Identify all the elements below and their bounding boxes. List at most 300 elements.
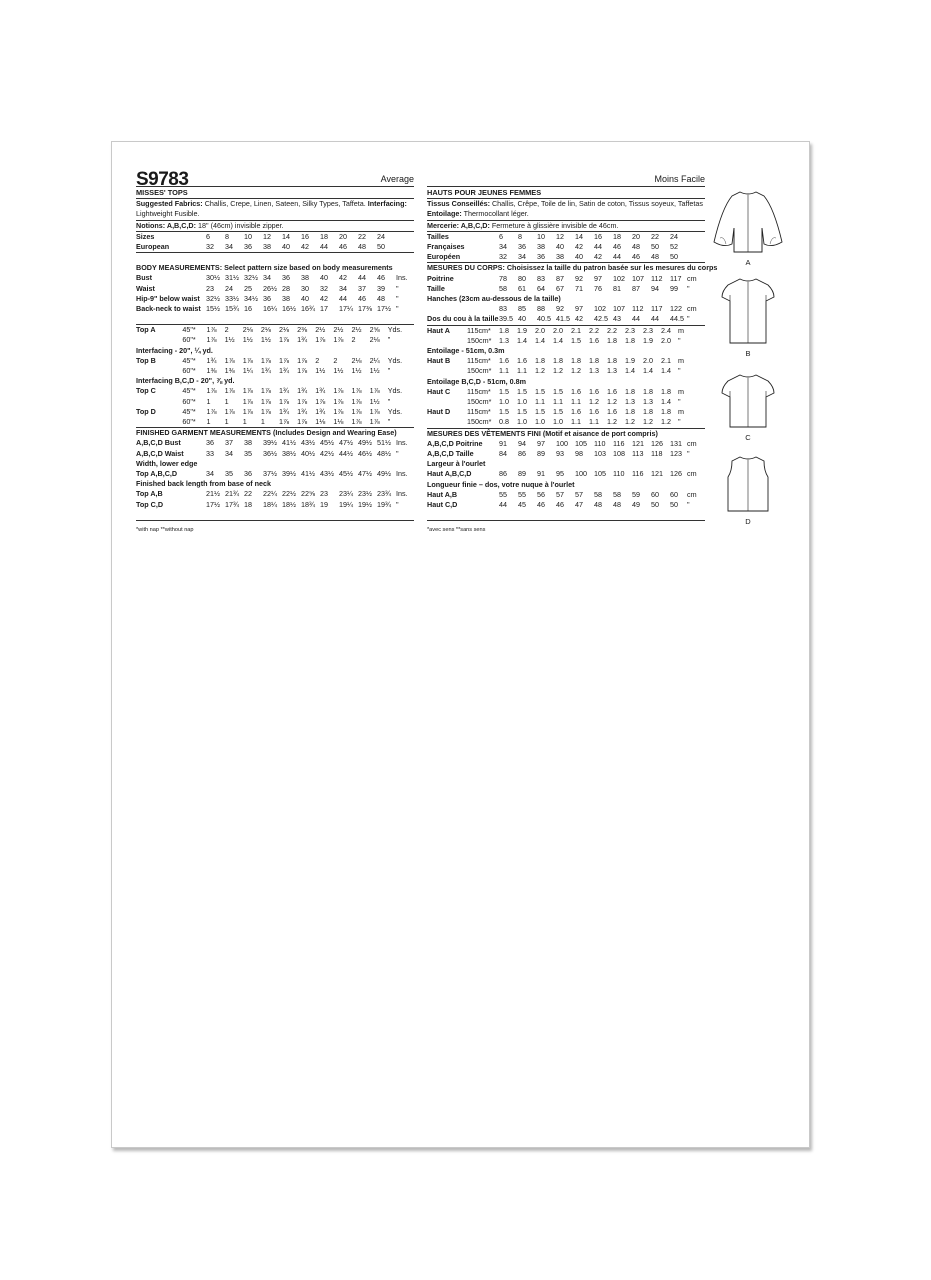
table-cell: " <box>396 283 399 293</box>
table-cell: 86 <box>499 469 507 479</box>
table-cell: 8 <box>518 231 522 241</box>
table-row <box>427 314 705 325</box>
table-cell: 19¾ <box>377 499 391 509</box>
interfacing-text: Lightweight Fusible. <box>136 209 200 219</box>
table-cell: 24 <box>225 283 233 293</box>
table-cell: 1⅞ <box>369 386 380 396</box>
table-cell: " <box>396 304 399 314</box>
table-cell: 2 <box>333 355 338 365</box>
table-cell: 44½ <box>339 448 353 458</box>
table-cell: 10 <box>244 231 252 241</box>
row-label: Top D <box>136 406 156 416</box>
table-cell: 44 <box>651 314 659 324</box>
french-header <box>427 164 705 187</box>
table-cell: 49 <box>632 500 640 510</box>
table-cell: 46 <box>537 500 545 510</box>
table-cell: 1.8 <box>643 386 653 396</box>
interfacing-label: Interfacing: <box>367 199 407 209</box>
row-label: Width, lower edge <box>136 458 198 468</box>
table-cell <box>687 242 705 252</box>
table-cell: 46 <box>339 242 347 252</box>
table-cell: 61 <box>518 283 526 293</box>
table-cell: 59 <box>632 489 640 499</box>
table-row <box>136 273 414 283</box>
table-cell: 1.4 <box>517 335 527 345</box>
row-label: Françaises <box>427 242 465 252</box>
table-cell: 45½ <box>339 469 353 479</box>
table-cell: 2⅛ <box>369 335 380 345</box>
table-cell: 1 <box>260 417 265 427</box>
table-cell: 1⅞ <box>333 406 344 416</box>
table-cell: 100 <box>556 438 568 448</box>
row-label: Back-neck to waist <box>136 304 201 314</box>
table-cell: 16¾ <box>301 304 315 314</box>
table-cell: 2.4 <box>661 325 671 335</box>
table-cell: 1⅞ <box>224 355 235 365</box>
row-label: Finished back length from base of neck <box>136 479 271 489</box>
row-label: Interfacing - 20", ¼ yd. <box>136 345 213 355</box>
row-label <box>136 397 182 407</box>
finished-measurements-table <box>136 438 414 509</box>
table-cell: 110 <box>594 438 606 448</box>
table-cell: " <box>396 499 399 509</box>
view-d <box>708 453 788 533</box>
table-cell: m <box>678 386 684 396</box>
table-cell: 55 <box>518 489 526 499</box>
table-cell: 47½ <box>339 438 353 448</box>
table-row <box>427 252 705 263</box>
table-cell: 1.2 <box>589 397 599 407</box>
table-cell: 1⅞ <box>224 386 235 396</box>
table-cell: 58 <box>594 489 602 499</box>
table-cell: 38 <box>556 252 564 262</box>
table-cell: 86 <box>518 449 526 459</box>
body-measurements-table <box>136 273 414 314</box>
table-cell: 46 <box>632 252 640 262</box>
table-cell: 1.8 <box>625 386 635 396</box>
table-row <box>136 335 414 345</box>
table-cell: 1⅞ <box>206 406 217 416</box>
table-cell: 33 <box>206 448 214 458</box>
table-cell: 50 <box>651 500 659 510</box>
table-cell: 115cm* <box>467 325 491 335</box>
table-cell: 1⅞ <box>369 406 380 416</box>
table-cell: 40 <box>556 242 564 252</box>
table-cell: 40 <box>301 293 309 303</box>
table-cell: 1⅞ <box>315 335 326 345</box>
table-cell: 1.6 <box>607 407 617 417</box>
table-cell: 115cm* <box>467 356 491 366</box>
table-cell: " <box>687 500 690 510</box>
table-row <box>136 304 414 314</box>
table-cell: 115cm* <box>467 386 491 396</box>
table-cell: 34½ <box>244 293 258 303</box>
table-cell: 1 <box>206 417 211 427</box>
table-cell: 23 <box>320 489 328 499</box>
table-cell: 1⅞ <box>315 396 326 406</box>
table-cell: 22 <box>651 231 659 241</box>
table-cell: 112 <box>632 304 644 314</box>
table-cell: 97 <box>594 273 602 283</box>
table-cell: Yds. <box>387 406 403 416</box>
table-row <box>427 480 705 490</box>
table-row <box>427 366 705 376</box>
row-label: A,B,C,D Taille <box>427 449 474 459</box>
table-cell: 1.4 <box>661 366 671 376</box>
sleeveless-top-back-icon <box>720 453 776 515</box>
nap-footnote: *with nap **without nap <box>136 520 414 535</box>
table-cell: 115cm* <box>467 407 491 417</box>
table-cell: 110 <box>613 469 625 479</box>
table-row <box>427 356 705 366</box>
table-cell: 22 <box>358 231 366 241</box>
table-row <box>136 294 414 304</box>
table-cell: 36½ <box>263 448 277 458</box>
table-cell: 1.5 <box>535 407 545 417</box>
table-cell: 42 <box>339 273 347 283</box>
table-cell: 2⅛ <box>279 325 289 335</box>
table-cell: 126 <box>670 469 682 479</box>
table-cell: 117 <box>670 273 682 283</box>
table-cell: 89 <box>537 449 545 459</box>
table-row <box>136 325 414 335</box>
row-label: Top A,B,C,D <box>136 469 178 479</box>
table-row <box>427 232 705 242</box>
table-cell: 1⅞ <box>279 355 289 365</box>
table-cell: 16½ <box>282 304 296 314</box>
table-cell: 2⅜ <box>297 325 308 335</box>
table-cell: 48 <box>377 293 385 303</box>
table-cell: 35 <box>244 448 252 458</box>
table-cell: 34 <box>263 273 271 283</box>
table-cell: 1½ <box>369 396 380 406</box>
finished-measurements-title-fr: MESURES DES VÊTEMENTS FINI (Motif et aisance de port compris) <box>427 428 658 438</box>
table-cell: 1⅞ <box>206 335 217 345</box>
table-cell: 91 <box>499 438 507 448</box>
table-cell: 45"* <box>182 325 196 335</box>
interfacing-text-fr: Thermocollant léger. <box>463 209 529 219</box>
table-cell: 1¼ <box>242 366 253 376</box>
notions-text: 18" (46cm) invisible zipper. <box>198 220 284 230</box>
table-cell: 17 <box>320 304 328 314</box>
table-cell: 1.0 <box>517 397 527 407</box>
table-cell: 1.0 <box>517 417 527 427</box>
table-cell: 24 <box>377 231 385 241</box>
table-cell: 108 <box>613 449 625 459</box>
table-cell: 84 <box>499 449 507 459</box>
table-row <box>427 417 705 428</box>
table-cell: 1.8 <box>661 407 671 417</box>
table-cell: 15½ <box>206 304 220 314</box>
table-cell: 55 <box>499 489 507 499</box>
row-label: Longueur finie – dos, votre nuque à l'ourlet <box>427 479 575 489</box>
table-cell: 48½ <box>377 448 391 458</box>
table-cell: 1.4 <box>553 335 563 345</box>
table-cell: 38 <box>244 438 252 448</box>
table-cell: 60"* <box>182 366 196 376</box>
table-row <box>136 500 414 510</box>
table-cell: 2⅝ <box>369 325 380 335</box>
table-cell: " <box>396 448 399 458</box>
table-row <box>136 469 414 479</box>
table-cell: 17½ <box>377 304 391 314</box>
view-label: B <box>745 349 751 358</box>
table-cell: 45"* <box>182 355 196 365</box>
table-cell: cm <box>687 273 697 283</box>
table-cell: 1.5 <box>499 407 509 417</box>
table-cell: 102 <box>594 304 606 314</box>
table-cell: 78 <box>499 273 507 283</box>
table-cell: 33½ <box>225 293 239 303</box>
table-cell: 1⅞ <box>279 335 289 345</box>
difficulty-level: Average <box>380 173 414 184</box>
cap-sleeve-short-top-back-icon <box>718 371 778 431</box>
row-label <box>136 335 182 345</box>
table-cell: 17⅜ <box>358 304 372 314</box>
fabrics-text-fr: Challis, Crêpe, Toile de lin, Satin de coton, Tissus soyeux, Taffetas <box>491 199 703 209</box>
table-row <box>136 438 414 448</box>
fabrics-label-fr: Tissus Conseillés: <box>427 199 490 209</box>
table-cell: 6 <box>499 231 503 241</box>
table-cell: 123 <box>670 449 682 459</box>
table-cell: 1.0 <box>499 397 509 407</box>
table-cell: " <box>678 335 681 345</box>
table-cell: 107 <box>613 304 625 314</box>
table-cell: 16 <box>594 231 602 241</box>
table-row <box>136 397 414 407</box>
table-cell: 1.6 <box>499 356 509 366</box>
table-cell: 41½ <box>301 469 315 479</box>
table-cell: 38 <box>301 273 309 283</box>
notions-block-fr <box>427 221 705 232</box>
row-label: Poitrine <box>427 273 454 283</box>
table-cell: 1.6 <box>589 386 599 396</box>
table-cell: 1⅜ <box>224 366 235 376</box>
table-cell: 23½ <box>358 489 372 499</box>
table-cell: Ins. <box>396 489 408 499</box>
table-cell: 40 <box>282 242 290 252</box>
table-cell: 97 <box>575 304 583 314</box>
table-cell: 98 <box>575 449 583 459</box>
table-row <box>427 449 705 459</box>
table-cell: 1.3 <box>499 335 509 345</box>
table-cell: Ins. <box>396 469 408 479</box>
view-label: C <box>745 433 751 442</box>
table-cell: 1⅞ <box>279 396 289 406</box>
table-cell: 113 <box>632 449 644 459</box>
table-cell: 2.2 <box>607 325 617 335</box>
table-cell: 25 <box>244 283 252 293</box>
table-cell: 22 <box>244 489 252 499</box>
table-cell: 1⅞ <box>333 335 344 345</box>
table-cell: 36 <box>244 242 252 252</box>
table-cell: 18 <box>613 231 621 241</box>
table-row <box>427 284 705 294</box>
table-cell: 1.9 <box>625 356 635 366</box>
row-label: Largeur à l'ourlet <box>427 459 486 469</box>
row-label: A,B,C,D Bust <box>136 438 181 448</box>
table-cell: " <box>387 335 391 345</box>
table-cell: 1⅞ <box>206 386 217 396</box>
table-cell: 1⅞ <box>242 406 253 416</box>
table-cell: 45"* <box>182 406 196 416</box>
table-cell: 60 <box>651 489 659 499</box>
table-cell: 36 <box>244 469 252 479</box>
table-cell: 1⅞ <box>351 396 362 406</box>
table-cell: 1.5 <box>517 407 527 417</box>
table-cell: 1⅛ <box>315 417 326 427</box>
table-cell: 1½ <box>369 366 380 376</box>
table-cell: 17½ <box>206 499 220 509</box>
table-cell: 1 <box>242 417 247 427</box>
table-row <box>136 407 414 417</box>
table-cell: 2.0 <box>661 335 671 345</box>
table-cell: 46 <box>358 293 366 303</box>
table-cell: 34 <box>339 283 347 293</box>
table-cell: 32½ <box>244 273 258 283</box>
garment-title-fr: HAUTS POUR JEUNES FEMMES <box>427 187 705 199</box>
table-cell: " <box>387 417 391 427</box>
row-label: Haut D <box>427 407 451 417</box>
table-cell: 1.5 <box>553 386 563 396</box>
row-label: Tailles <box>427 231 449 241</box>
table-row <box>427 294 705 304</box>
table-cell: 1.9 <box>517 325 527 335</box>
table-cell: 36 <box>206 438 214 448</box>
body-measurements-table-fr <box>427 274 705 326</box>
finished-measurements-table-fr <box>427 439 705 510</box>
table-cell: 1.6 <box>589 335 599 345</box>
table-cell: 22½ <box>282 489 296 499</box>
table-cell: 46½ <box>358 448 372 458</box>
row-label: Waist <box>136 283 155 293</box>
table-cell: 1.8 <box>661 386 671 396</box>
table-cell: 1.1 <box>553 397 563 407</box>
table-cell: 36 <box>263 293 271 303</box>
table-cell: " <box>678 366 681 376</box>
table-cell: 97 <box>537 438 545 448</box>
table-cell: 50 <box>651 242 659 252</box>
table-cell: 1⅜ <box>206 366 217 376</box>
table-row <box>427 377 705 387</box>
table-row <box>427 407 705 417</box>
table-cell: 1.3 <box>607 366 617 376</box>
table-cell: Yds. <box>387 325 403 335</box>
table-cell: 43½ <box>301 438 315 448</box>
table-cell: 131 <box>670 438 682 448</box>
table-cell: 23 <box>206 283 214 293</box>
table-cell: 88 <box>537 304 545 314</box>
table-cell: 1⅞ <box>224 406 235 416</box>
table-cell: 31½ <box>225 273 239 283</box>
table-cell: 2⅛ <box>260 325 271 335</box>
table-cell: 19½ <box>358 499 372 509</box>
table-cell: 48 <box>613 500 621 510</box>
table-cell: 16 <box>244 304 252 314</box>
table-cell: 24 <box>670 231 678 241</box>
table-cell: 45"* <box>182 386 196 396</box>
table-cell: 1½ <box>260 335 271 345</box>
table-cell: 1.2 <box>553 366 563 376</box>
table-cell: 48 <box>651 252 659 262</box>
table-cell <box>396 242 414 253</box>
table-cell: 150cm* <box>467 366 492 376</box>
table-cell: 121 <box>632 438 644 448</box>
table-cell: 44 <box>320 242 328 252</box>
table-cell: 122 <box>670 304 682 314</box>
view-label: A <box>745 258 751 267</box>
table-cell: 1.1 <box>517 366 527 376</box>
table-cell: " <box>687 283 690 293</box>
table-cell: 20 <box>632 231 640 241</box>
table-cell: 14 <box>282 231 290 241</box>
table-cell: 50 <box>377 242 385 252</box>
table-cell: 56 <box>537 489 545 499</box>
table-row <box>136 366 414 376</box>
table-cell: 50 <box>670 252 678 262</box>
row-label: Haut B <box>427 356 451 366</box>
table-cell: 18¾ <box>301 499 315 509</box>
view-b <box>708 275 788 367</box>
table-cell: 1¾ <box>315 386 326 396</box>
table-cell: 46 <box>613 242 621 252</box>
table-cell: " <box>678 417 681 427</box>
table-cell: " <box>396 293 399 303</box>
view-sketches <box>708 188 788 533</box>
table-cell: 30½ <box>206 273 220 283</box>
fabrics-block-fr <box>427 199 705 220</box>
row-label: Européen <box>427 252 461 262</box>
table-cell: 18 <box>244 499 252 509</box>
table-cell: 1.5 <box>571 335 581 345</box>
table-cell: 40 <box>575 252 583 262</box>
row-label: Top C,D <box>136 499 164 509</box>
table-cell: 44 <box>339 293 347 303</box>
table-cell: 17¾ <box>225 499 239 509</box>
table-cell: 20 <box>339 231 347 241</box>
table-cell: 1⅞ <box>242 386 253 396</box>
table-cell: 15¾ <box>225 304 239 314</box>
table-cell: 2½ <box>351 325 362 335</box>
table-cell: 1½ <box>315 366 326 376</box>
table-cell: 18½ <box>282 499 296 509</box>
fabrics-label: Suggested Fabrics: <box>136 199 203 209</box>
table-cell: 2.1 <box>661 356 671 366</box>
table-row <box>136 417 414 428</box>
english-column <box>136 142 414 535</box>
table-cell: 39.5 <box>499 314 513 324</box>
table-cell <box>396 232 414 242</box>
table-cell: 1⅞ <box>242 396 253 406</box>
table-cell: 18 <box>320 231 328 241</box>
table-cell: 1¾ <box>260 366 271 376</box>
table-cell: " <box>387 366 391 376</box>
table-cell: 1⅞ <box>297 417 308 427</box>
table-cell: 42 <box>575 242 583 252</box>
table-cell: 1⅞ <box>260 396 271 406</box>
table-cell: 102 <box>613 273 625 283</box>
body-measurements-title: BODY MEASUREMENTS: Select pattern size based on body measurements <box>136 263 393 273</box>
notions-label: Notions: A,B,C,D: <box>136 220 197 230</box>
table-cell: 1⅞ <box>297 396 308 406</box>
notions-block <box>136 221 414 232</box>
table-cell: 45 <box>518 500 526 510</box>
table-cell: 40½ <box>301 448 315 458</box>
table-row <box>136 386 414 396</box>
table-cell: 2.1 <box>571 325 581 335</box>
sizes-table <box>136 232 414 253</box>
table-cell: 118 <box>651 449 663 459</box>
